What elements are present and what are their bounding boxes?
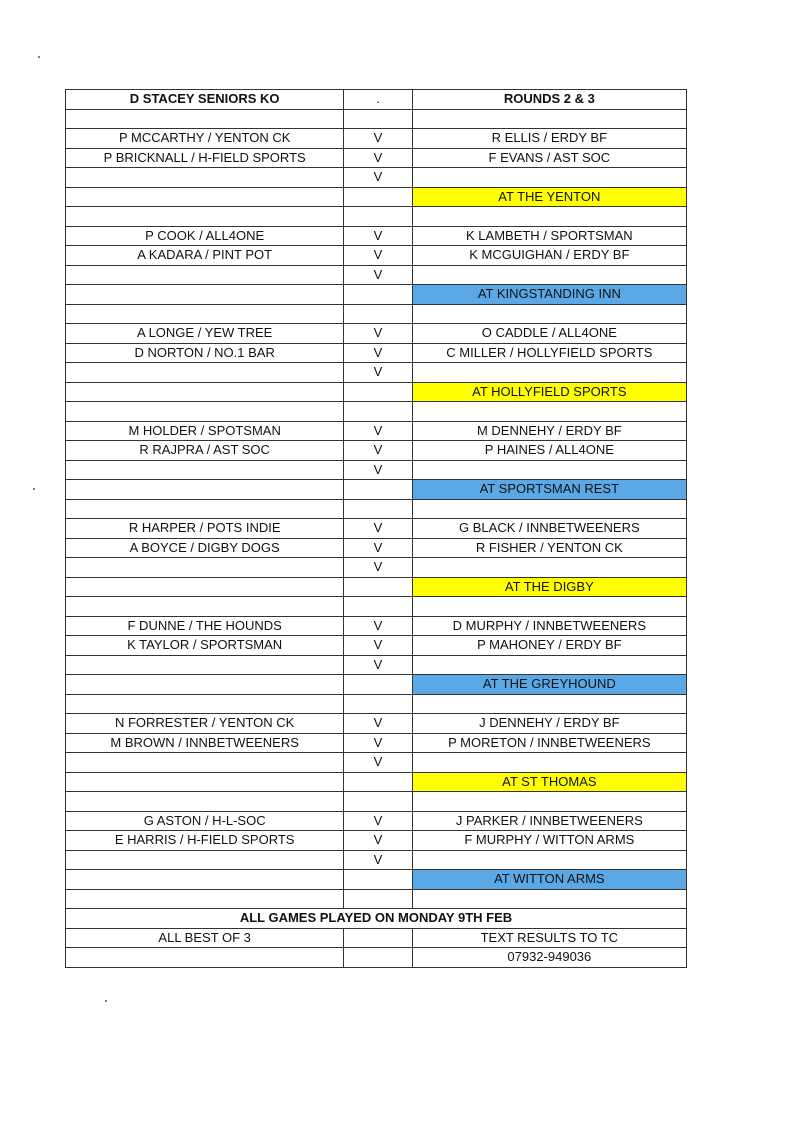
versus-marker: V [344,421,412,441]
empty-cell [344,597,412,617]
venue-row [66,675,687,695]
empty-cell [344,207,412,227]
fixture-row [66,616,687,636]
empty-cell [412,499,686,519]
versus-marker: V [344,733,412,753]
empty-cell [344,792,412,812]
empty-cell [344,304,412,324]
versus-marker: V [344,148,412,168]
empty-cell [66,597,344,617]
versus-marker: V [344,616,412,636]
home-player: G ASTON / H-L-SOC [66,811,344,831]
versus-marker: V [344,363,412,383]
empty-cell [412,850,686,870]
empty-cell [344,694,412,714]
fixture-row [66,636,687,656]
contact-phone: 07932-949036 [412,948,686,968]
venue-label: AT KINGSTANDING INN [412,285,686,305]
venue-label: AT HOLLYFIELD SPORTS [412,382,686,402]
spacer-row [66,499,687,519]
away-player: O CADDLE / ALL4ONE [412,324,686,344]
extra-row [66,558,687,578]
empty-cell [412,558,686,578]
empty-cell [344,402,412,422]
home-player: A KADARA / PINT POT [66,246,344,266]
extra-row [66,363,687,383]
spacer-row [66,109,687,129]
phone-row [66,948,687,968]
empty-cell [412,363,686,383]
empty-cell [344,928,412,948]
empty-cell [344,870,412,890]
empty-cell [66,402,344,422]
fixture-row [66,811,687,831]
away-player: J PARKER / INNBETWEENERS [412,811,686,831]
home-player: P BRICKNALL / H-FIELD SPORTS [66,148,344,168]
fixture-row [66,129,687,149]
empty-cell [66,460,344,480]
versus-marker: V [344,636,412,656]
header-row [66,90,687,110]
spacer-row [66,402,687,422]
empty-cell [344,675,412,695]
empty-cell [66,948,344,968]
home-player: N FORRESTER / YENTON CK [66,714,344,734]
away-player: J DENNEHY / ERDY BF [412,714,686,734]
venue-row [66,870,687,890]
empty-cell [412,168,686,188]
empty-cell [66,850,344,870]
fixture-row [66,714,687,734]
empty-cell [412,694,686,714]
fixture-row [66,148,687,168]
venue-row [66,480,687,500]
empty-cell [66,382,344,402]
versus-marker: V [344,460,412,480]
versus-marker: V [344,226,412,246]
fixture-row [66,226,687,246]
versus-marker: V [344,265,412,285]
empty-cell [66,675,344,695]
versus-marker: V [344,538,412,558]
home-player: M BROWN / INNBETWEENERS [66,733,344,753]
home-player: M HOLDER / SPOTSMAN [66,421,344,441]
venue-label: AT THE DIGBY [412,577,686,597]
results-instruction: TEXT RESULTS TO TC [412,928,686,948]
extra-row [66,460,687,480]
fixture-row [66,538,687,558]
empty-cell [412,753,686,773]
fixtures-table [65,89,687,968]
rounds-label: ROUNDS 2 & 3 [412,90,686,110]
empty-cell [412,655,686,675]
versus-marker: V [344,850,412,870]
home-player: R HARPER / POTS INDIE [66,519,344,539]
spacer-row [66,792,687,812]
away-player: P HAINES / ALL4ONE [412,441,686,461]
empty-cell [66,792,344,812]
empty-cell [66,168,344,188]
empty-cell [412,889,686,909]
fixture-row [66,343,687,363]
empty-cell [412,460,686,480]
extra-row [66,655,687,675]
fixture-row [66,324,687,344]
extra-row [66,753,687,773]
away-player: R ELLIS / ERDY BF [412,129,686,149]
home-player: A LONGE / YEW TREE [66,324,344,344]
games-date: ALL GAMES PLAYED ON MONDAY 9TH FEB [66,909,687,929]
versus-marker: V [344,519,412,539]
empty-cell [344,499,412,519]
home-player: R RAJPRA / AST SOC [66,441,344,461]
empty-cell [66,772,344,792]
empty-cell [344,577,412,597]
empty-cell [66,577,344,597]
empty-cell [344,480,412,500]
versus-marker: V [344,811,412,831]
empty-cell [66,558,344,578]
empty-cell [66,285,344,305]
away-player: C MILLER / HOLLYFIELD SPORTS [412,343,686,363]
spacer-row [66,597,687,617]
venue-row [66,772,687,792]
extra-row [66,168,687,188]
venue-row [66,187,687,207]
versus-marker: V [344,753,412,773]
header-mid: . [344,90,412,110]
empty-cell [344,109,412,129]
home-player: A BOYCE / DIGBY DOGS [66,538,344,558]
home-player: D NORTON / NO.1 BAR [66,343,344,363]
away-player: D MURPHY / INNBETWEENERS [412,616,686,636]
away-player: K LAMBETH / SPORTSMAN [412,226,686,246]
fixture-row [66,831,687,851]
away-player: G BLACK / INNBETWEENERS [412,519,686,539]
away-player: R FISHER / YENTON CK [412,538,686,558]
empty-cell [66,187,344,207]
format-row [66,928,687,948]
empty-cell [412,109,686,129]
empty-cell [66,499,344,519]
extra-row [66,850,687,870]
spacer-row [66,694,687,714]
home-player: K TAYLOR / SPORTSMAN [66,636,344,656]
empty-cell [412,597,686,617]
home-player: P COOK / ALL4ONE [66,226,344,246]
versus-marker: V [344,655,412,675]
venue-row [66,285,687,305]
fixture-row [66,246,687,266]
versus-marker: V [344,246,412,266]
venue-label: AT SPORTSMAN REST [412,480,686,500]
spacer-row [66,889,687,909]
empty-cell [344,187,412,207]
empty-cell [412,792,686,812]
empty-cell [66,870,344,890]
empty-cell [66,109,344,129]
away-player: K MCGUIGHAN / ERDY BF [412,246,686,266]
match-format: ALL BEST OF 3 [66,928,344,948]
fixture-row [66,441,687,461]
venue-label: AT THE GREYHOUND [412,675,686,695]
scan-speck [38,56,40,58]
empty-cell [66,694,344,714]
home-player: E HARRIS / H-FIELD SPORTS [66,831,344,851]
venue-row [66,577,687,597]
empty-cell [66,655,344,675]
empty-cell [66,889,344,909]
versus-marker: V [344,343,412,363]
empty-cell [66,265,344,285]
versus-marker: V [344,129,412,149]
away-player: P MORETON / INNBETWEENERS [412,733,686,753]
competition-title: D STACEY SENIORS KO [66,90,344,110]
empty-cell [66,480,344,500]
empty-cell [66,207,344,227]
empty-cell [344,889,412,909]
empty-cell [344,382,412,402]
versus-marker: V [344,324,412,344]
empty-cell [344,285,412,305]
empty-cell [344,772,412,792]
spacer-row [66,304,687,324]
versus-marker: V [344,831,412,851]
away-player: F MURPHY / WITTON ARMS [412,831,686,851]
fixture-row [66,421,687,441]
venue-label: AT THE YENTON [412,187,686,207]
home-player: F DUNNE / THE HOUNDS [66,616,344,636]
versus-marker: V [344,558,412,578]
away-player: F EVANS / AST SOC [412,148,686,168]
empty-cell [344,948,412,968]
home-player: P MCCARTHY / YENTON CK [66,129,344,149]
venue-row [66,382,687,402]
scan-speck [105,1000,107,1002]
empty-cell [412,304,686,324]
empty-cell [412,402,686,422]
empty-cell [66,304,344,324]
scan-speck [33,488,35,490]
versus-marker: V [344,168,412,188]
date-row [66,909,687,929]
venue-label: AT WITTON ARMS [412,870,686,890]
extra-row [66,265,687,285]
empty-cell [66,753,344,773]
venue-label: AT ST THOMAS [412,772,686,792]
empty-cell [412,207,686,227]
away-player: M DENNEHY / ERDY BF [412,421,686,441]
empty-cell [412,265,686,285]
fixture-row [66,519,687,539]
versus-marker: V [344,714,412,734]
fixture-row [66,733,687,753]
away-player: P MAHONEY / ERDY BF [412,636,686,656]
empty-cell [66,363,344,383]
versus-marker: V [344,441,412,461]
spacer-row [66,207,687,227]
